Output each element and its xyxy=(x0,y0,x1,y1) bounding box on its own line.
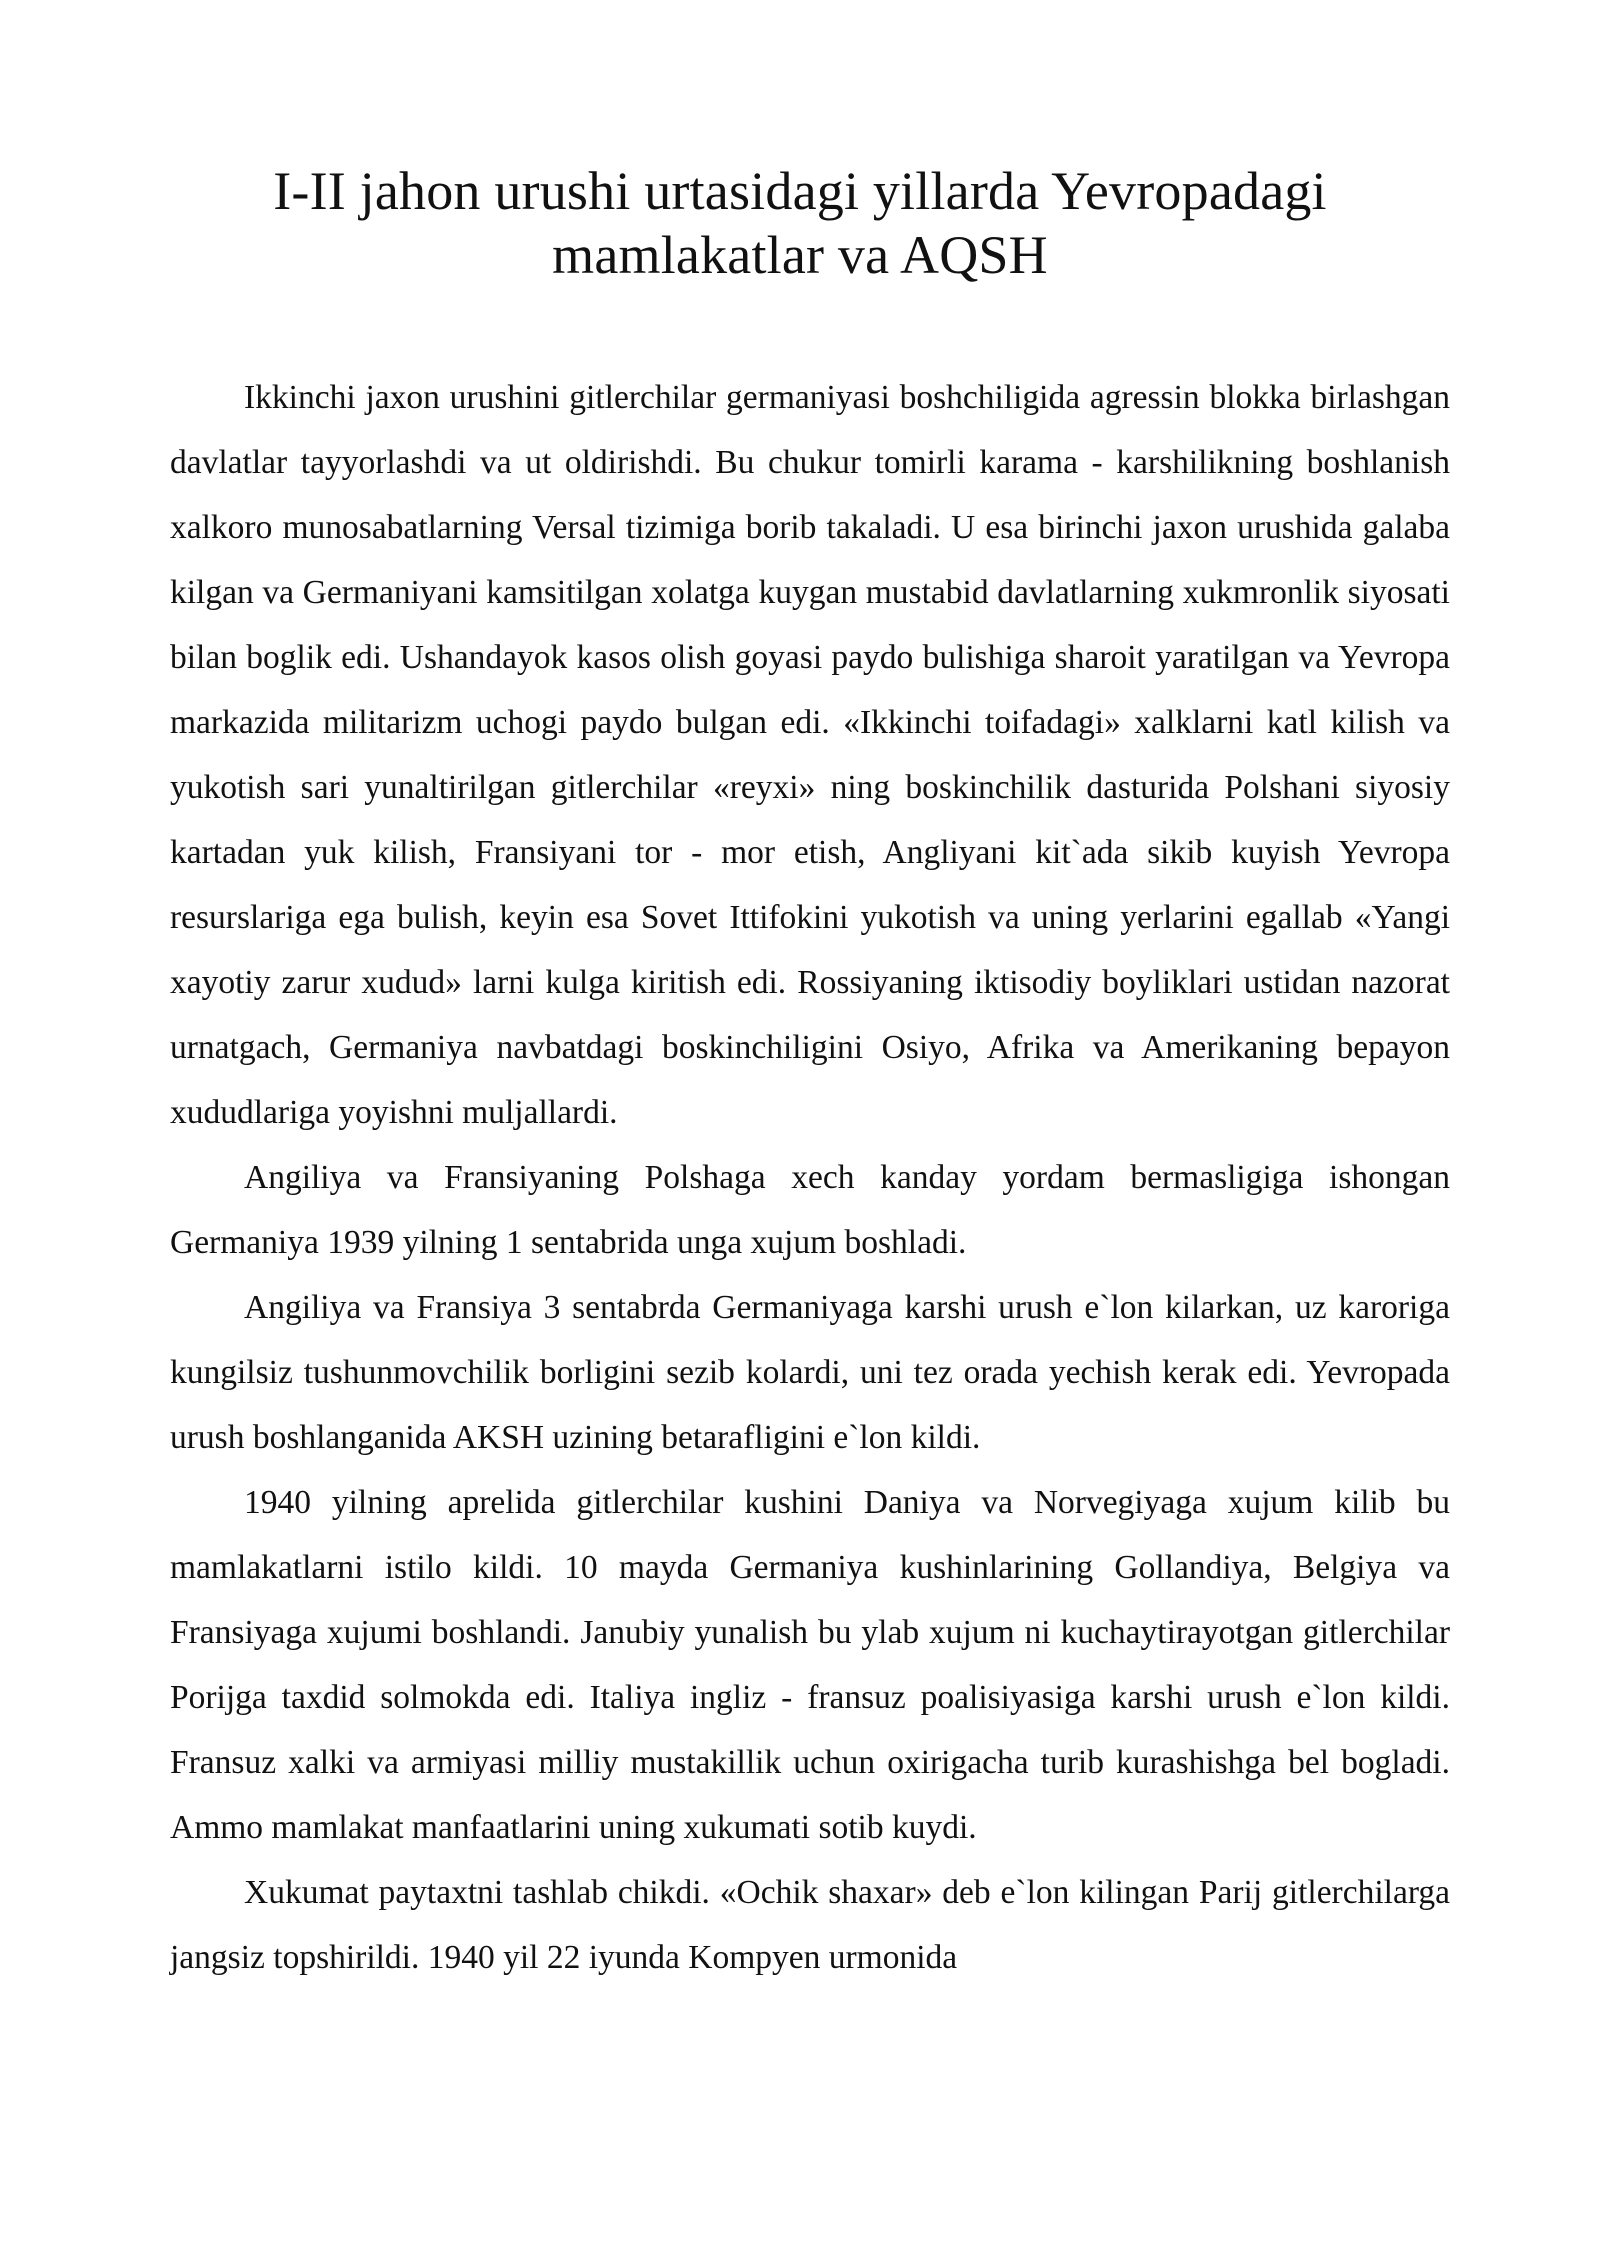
title-line-1: I-II jahon urushi urtasidagi yillarda Yevropadagi xyxy=(273,161,1327,221)
paragraph: Xukumat paytaxtni tashlab chikdi. «Ochik shaxar» deb e`lon kilingan Parij gitlerchilarga jangsiz topshirildi. 1940 yil 22 iyunda Kompyen urmonida xyxy=(170,1874,1450,1976)
title-line-2: mamlakatlar va AQSH xyxy=(552,224,1048,285)
paragraph: Ikkinchi jaxon urushini gitlerchilar germaniyasi boshchiligida agressin blokka birlashgan davlatlar tayyorlashdi va ut oldirishdi. Bu chukur tomirli karama - karshilikning boshlanish xalkoro munosabatlarning Versal tizimiga borib takaladi. U esa birinchi jaxon urushida galaba kilgan va Germaniyani kamsitilgan xolatga kuygan mustabid davlatlarning xukmronlik siyosati bilan boglik edi. Ushandayok kasos olish goyasi paydo bulishiga sharoit yaratilgan va Yevropa markazida militarizm uchogi paydo bulgan edi. «Ikkinchi toifadagi» xalklarni katl kilish va yukotish sari yunaltirilgan gitlerchilar «reyxi» ning boskinchilik dasturida Polshani siyosiy kartadan yuk kilish, Fransiyani tor - mor etish, Angliyani kit`ada sikib kuyish Yevropa resurslariga ega bulish, keyin esa Sovet Ittifokini yukotish va uning yerlarini egallab «Yangi xayotiy zarur xudud» larni kulga kiritish edi. Rossiyaning iktisodiy boyliklari ustidan nazorat urnatgach, Germaniya navbatdagi boskinchiligini Osiyo, Afrika va Amerikaning bepayon xududlariga yoyishni muljallardi. xyxy=(170,379,1450,1131)
page-title xyxy=(150,160,1450,287)
paragraph: Angiliya va Fransiya 3 sentabrda Germaniyaga karshi urush e`lon kilarkan, uz karoriga kungilsiz tushunmovchilik borligini sezib kolardi, uni tez orada yechish kerak edi. Yevropada urush boshlanganida AKSH uzining betarafligini e`lon kildi. xyxy=(170,1289,1450,1456)
paragraph: 1940 yilning aprelida gitlerchilar kushini Daniya va Norvegiyaga xujum kilib bu mamlakatlarni istilo kildi. 10 mayda Germaniya kushinlarining Gollandiya, Belgiya va Fransiyaga xujumi boshlandi. Janubiy yunalish bu ylab xujum ni kuchaytirayotgan gitlerchilar Porijga taxdid solmokda edi. Italiya ingliz - fransuz poalisiyasiga karshi urush e`lon kildi. Fransuz xalki va armiyasi milliy mustakillik uchun oxirigacha turib kurashishga bel bogladi. Ammo mamlakat manfaatlarini uning xukumati sotib kuydi. xyxy=(170,1484,1450,1846)
paragraph: Angiliya va Fransiyaning Polshaga xech kanday yordam bermasligiga ishongan Germaniya 1939 yilning 1 sentabrida unga xujum boshladi. xyxy=(170,1159,1450,1261)
document-body xyxy=(170,365,1450,1990)
